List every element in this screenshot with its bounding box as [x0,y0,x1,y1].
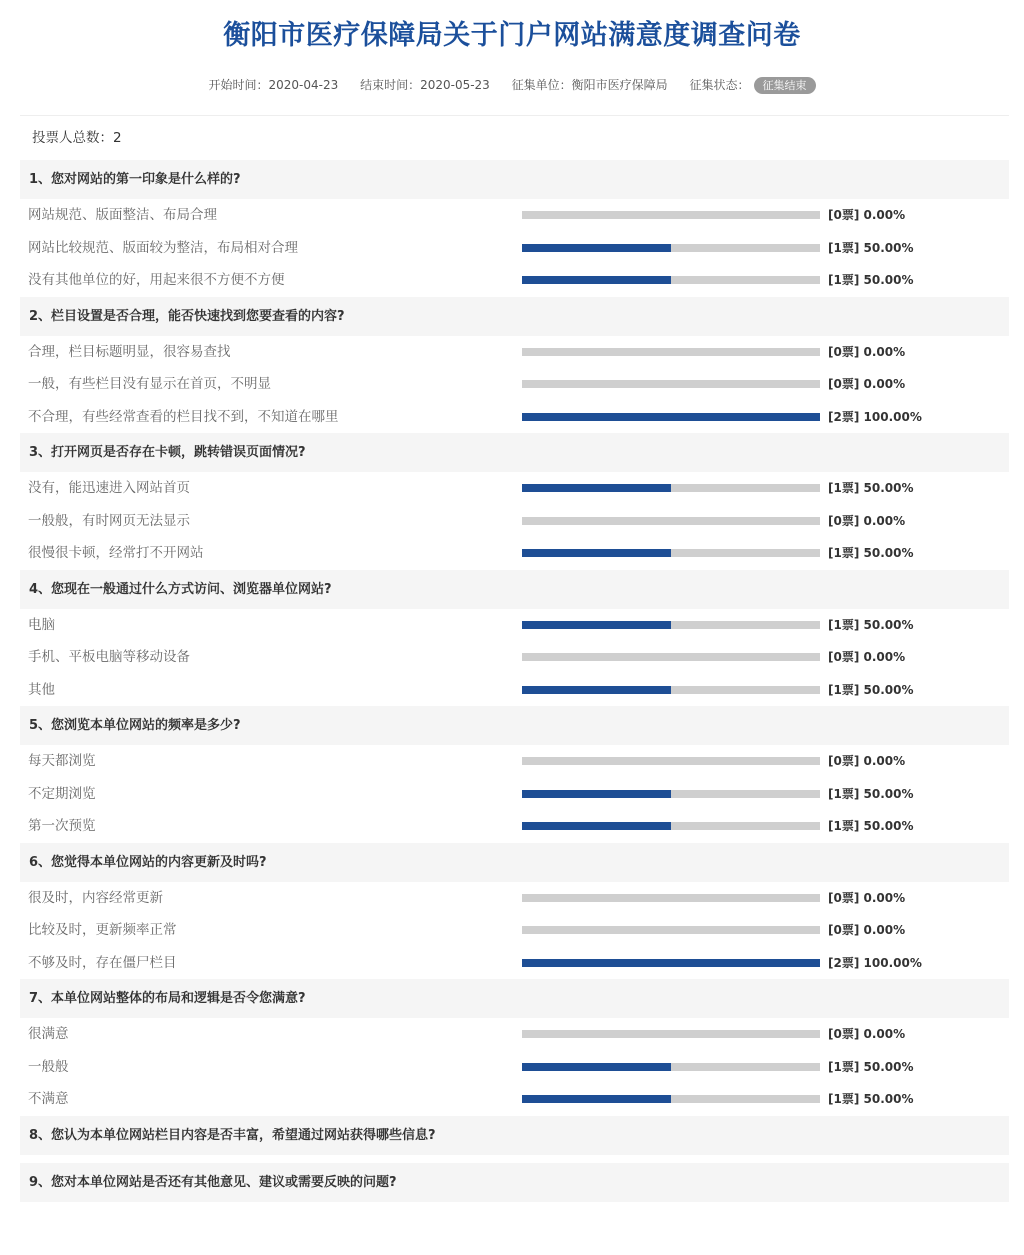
question-title: 3、打开网页是否存在卡顿，跳转错误页面情况? [20,433,1009,472]
vote-count: [1票] [828,240,860,255]
vote-bar-track [522,484,820,492]
vote-percent: 0.00% [863,344,906,359]
option-row [20,232,1009,265]
vote-result [828,401,922,433]
vote-bar-fill [522,244,671,252]
option-row [20,505,1009,538]
vote-count: [1票] [828,1059,860,1074]
question-block [20,570,1009,707]
option-label: 一般般 [28,1058,69,1075]
vote-percent: 50.00% [863,546,914,560]
vote-result [828,674,914,706]
header-divider [20,115,1009,116]
vote-count: [0票] [828,754,860,768]
option-label: 一般，有些栏目没有显示在首页，不明显 [28,376,271,392]
vote-percent: 50.00% [863,481,914,495]
option-row [20,641,1009,674]
question-list [20,160,1009,1210]
vote-count: [0票] [828,377,860,391]
vote-bar-track [522,926,820,934]
collection-status-label: 征集状态： [689,78,750,92]
vote-bar-track [522,348,820,356]
option-label: 不够及时，存在僵尸栏目 [28,954,177,971]
vote-bar-fill [522,276,671,284]
vote-bar-fill [522,621,671,629]
option-row [20,199,1009,232]
option-row [20,882,1009,915]
vote-result [828,1018,905,1050]
vote-count: [0票] [828,344,860,359]
vote-result [828,641,905,673]
vote-bar-fill [522,686,671,694]
vote-result [828,947,922,979]
vote-bar-track [522,517,820,525]
vote-bar-track [522,894,820,902]
vote-result [828,472,914,504]
vote-result [828,537,914,569]
vote-bar-fill [522,959,820,967]
vote-count: [2票] [828,955,860,970]
vote-percent: 50.00% [863,617,914,632]
vote-bar-track [522,276,820,284]
question-title: 5、您浏览本单位网站的频率是多少? [20,706,1009,745]
option-row [20,368,1009,401]
collecting-unit-value: 衡阳市医疗保障局 [571,78,668,92]
vote-bar-track [522,1030,820,1038]
option-row [20,537,1009,570]
option-row [20,609,1009,642]
voter-total [32,128,122,148]
vote-percent: 0.00% [863,650,906,664]
vote-percent: 0.00% [863,513,906,528]
option-row [20,778,1009,811]
vote-percent: 0.00% [863,890,906,905]
vote-percent: 50.00% [863,819,914,833]
vote-result [828,778,914,810]
option-row [20,264,1009,297]
vote-bar-track [522,757,820,765]
vote-result [828,1083,914,1115]
vote-result [828,199,905,231]
option-row [20,1051,1009,1084]
vote-bar-fill [522,413,820,421]
survey-meta [0,74,1024,96]
vote-count: [0票] [828,890,860,905]
option-label: 电脑 [28,616,55,633]
option-row [20,1083,1009,1116]
vote-bar-track [522,621,820,629]
vote-result [828,609,914,641]
question-block [20,706,1009,843]
vote-bar-fill [522,822,671,830]
end-time-value: 2020-05-23 [420,78,490,92]
question-block [20,843,1009,980]
option-label: 比较及时，更新频率正常 [28,922,177,938]
voter-total-label: 投票人总数： [32,130,113,146]
vote-percent: 0.00% [863,208,906,222]
vote-result [828,1051,914,1083]
option-label: 不合理，有些经常查看的栏目找不到，不知道在哪里 [28,408,339,425]
vote-percent: 50.00% [863,1059,914,1074]
option-row [20,674,1009,707]
vote-count: [0票] [828,923,860,937]
question-title: 9、您对本单位网站是否还有其他意见、建议或需要反映的问题? [20,1163,1009,1202]
end-time-label: 结束时间： [360,78,421,92]
question-title: 6、您觉得本单位网站的内容更新及时吗? [20,843,1009,882]
vote-result [828,336,905,368]
option-label: 很满意 [28,1026,69,1042]
option-row [20,745,1009,778]
option-label: 不定期浏览 [28,785,96,802]
vote-result [828,264,914,296]
vote-bar-track [522,822,820,830]
question-title: 2、栏目设置是否合理，能否快速找到您要查看的内容? [20,297,1009,336]
vote-percent: 0.00% [863,923,906,937]
vote-bar-fill [522,484,671,492]
vote-result [828,914,905,946]
vote-percent: 100.00% [863,955,922,970]
question-block [20,160,1009,297]
option-row [20,336,1009,369]
question-block [20,1116,1009,1155]
vote-count: [1票] [828,273,860,287]
vote-result [828,232,914,264]
vote-bar-track [522,959,820,967]
vote-bar-track [522,244,820,252]
vote-count: [1票] [828,1092,860,1106]
vote-bar-track [522,549,820,557]
vote-count: [0票] [828,208,860,222]
option-label: 网站比较规范、版面较为整洁，布局相对合理 [28,239,298,256]
vote-result [828,882,905,914]
vote-count: [0票] [828,1027,860,1041]
question-title: 8、您认为本单位网站栏目内容是否丰富，希望通过网站获得哪些信息? [20,1116,1009,1155]
end-time [360,74,490,96]
vote-result [828,505,905,537]
vote-percent: 50.00% [863,682,914,697]
question-title: 1、您对网站的第一印象是什么样的? [20,160,1009,199]
vote-percent: 0.00% [863,377,906,391]
collecting-unit [512,74,668,96]
option-label: 其他 [28,681,55,698]
question-block [20,1163,1009,1202]
option-label: 第一次预览 [28,818,96,834]
vote-count: [1票] [828,819,860,833]
vote-bar-track [522,1095,820,1103]
option-label: 一般般，有时网页无法显示 [28,512,190,529]
vote-bar-fill [522,1095,671,1103]
status-badge: 征集结束 [754,77,816,94]
option-label: 合理，栏目标题明显，很容易查找 [28,343,231,360]
vote-count: [0票] [828,650,860,664]
option-label: 网站规范、版面整洁、布局合理 [28,207,217,223]
option-label: 没有其他单位的好，用起来很不方便不方便 [28,272,285,288]
option-row [20,1018,1009,1051]
option-row [20,472,1009,505]
vote-result [828,745,905,777]
vote-result [828,810,914,842]
vote-count: [1票] [828,617,860,632]
question-block [20,979,1009,1116]
vote-count: [0票] [828,513,860,528]
collecting-unit-label: 征集单位： [511,78,572,92]
vote-bar-track [522,211,820,219]
vote-count: [1票] [828,786,860,801]
voter-total-count: 2 [113,130,122,146]
vote-bar-fill [522,790,671,798]
option-label: 很及时，内容经常更新 [28,889,163,906]
option-label: 没有，能迅速进入网站首页 [28,480,190,496]
question-block [20,297,1009,434]
start-time-label: 开始时间： [208,78,269,92]
question-title: 7、本单位网站整体的布局和逻辑是否令您满意? [20,979,1009,1018]
vote-percent: 50.00% [863,786,914,801]
vote-count: [2票] [828,409,860,424]
start-time-value: 2020-04-23 [268,78,339,92]
option-label: 不满意 [28,1091,69,1107]
vote-bar-track [522,1063,820,1071]
vote-bar-track [522,686,820,694]
vote-percent: 0.00% [863,1027,906,1041]
collection-status [690,74,816,96]
option-label: 很慢很卡顿，经常打不开网站 [28,545,204,561]
vote-percent: 50.00% [863,240,914,255]
vote-bar-track [522,790,820,798]
option-label: 手机、平板电脑等移动设备 [28,649,190,665]
question-block [20,433,1009,570]
vote-bar-fill [522,1063,671,1071]
question-title: 4、您现在一般通过什么方式访问、浏览器单位网站? [20,570,1009,609]
vote-bar-track [522,413,820,421]
vote-count: [1票] [828,682,860,697]
vote-bar-track [522,653,820,661]
vote-percent: 0.00% [863,754,906,768]
option-row [20,810,1009,843]
option-row [20,401,1009,434]
option-label: 每天都浏览 [28,753,96,769]
option-row [20,947,1009,980]
vote-percent: 50.00% [863,273,914,287]
page-title: 衡阳市医疗保障局关于门户网站满意度调查问卷 [223,20,801,51]
start-time [208,74,338,96]
option-row [20,914,1009,947]
vote-count: [1票] [828,481,860,495]
vote-result [828,368,905,400]
vote-bar-track [522,380,820,388]
vote-count: [1票] [828,546,860,560]
vote-percent: 50.00% [863,1092,914,1106]
vote-bar-fill [522,549,671,557]
vote-percent: 100.00% [863,409,922,424]
